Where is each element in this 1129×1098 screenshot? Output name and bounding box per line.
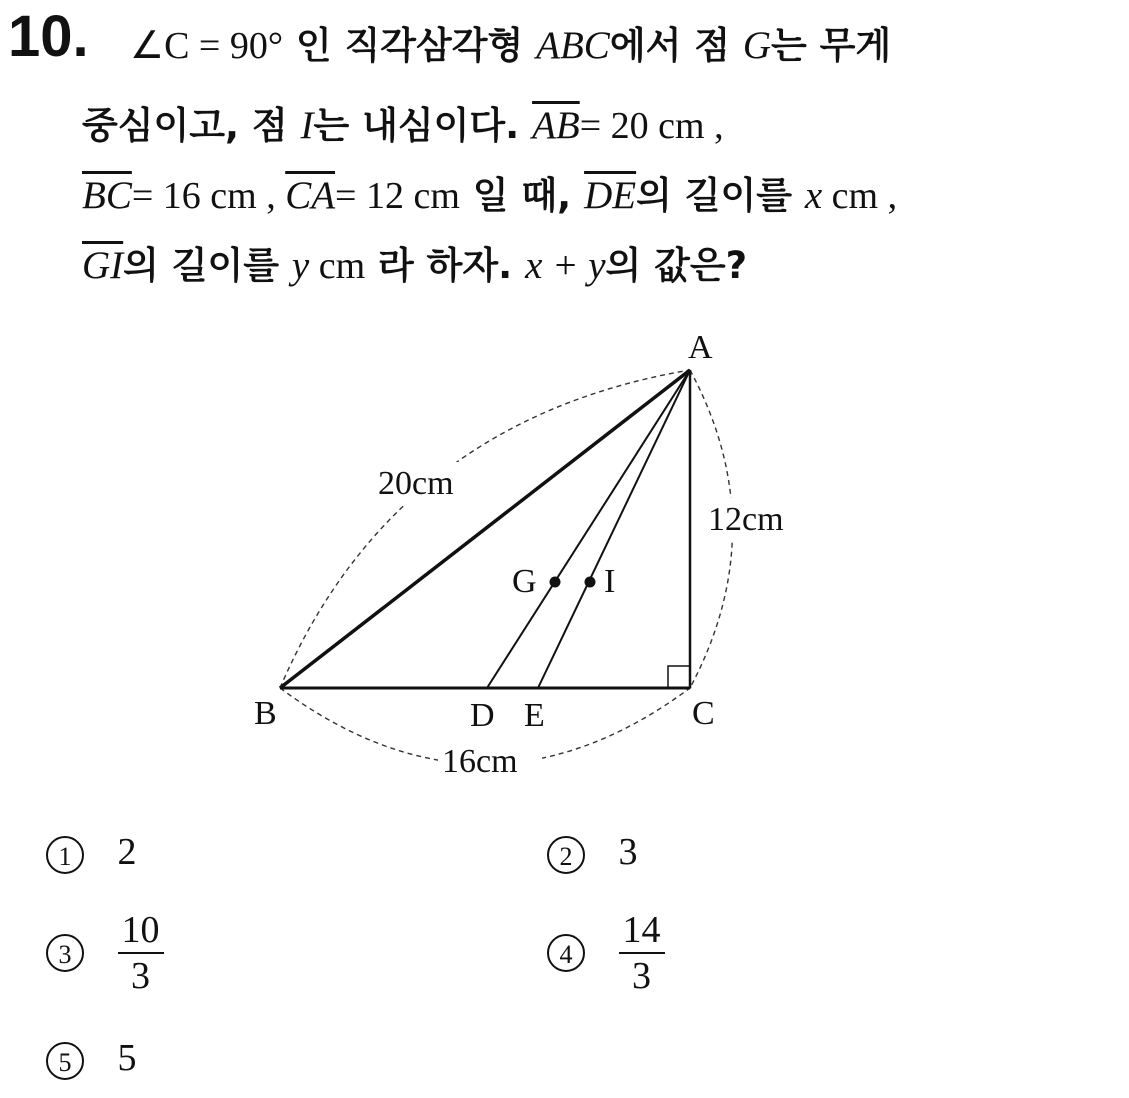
label-b: B [254,695,277,732]
segment-de: $\overline{DE}$ [584,174,637,217]
choice-3[interactable] [46,908,164,998]
median-ad [487,370,690,688]
numerator: 10 [118,908,164,954]
problem-number: 10. [8,4,89,69]
choice-value: 2 [117,831,137,873]
label-a: A [688,329,713,366]
choice-value: 5 [117,1037,137,1079]
label-c: C [692,695,715,732]
segment-ab: $\overline{AB}$ [532,104,580,147]
length-bc: 16cm [442,743,518,780]
fraction [118,908,164,998]
text: 일 때, [459,174,585,217]
label-i: I [604,563,616,600]
text: 인 직각삼각형 [283,24,537,67]
label-e: E [524,697,545,734]
segment-gi: $\overline{GI}$ [82,244,124,287]
numerator: 14 [619,908,665,954]
label-g: G [512,563,537,600]
bisector-ae [538,370,690,688]
length-ab: 20cm [378,465,454,502]
text: 는 무게 [771,24,892,67]
choice-marker: 2 [547,836,585,874]
point-g: G [742,24,771,67]
text: 에서 점 [609,24,743,67]
text: 의 값은? [605,244,748,287]
text: 는 내심이다. [313,104,533,147]
angle-condition: ∠C = 90° [130,25,284,67]
unit: cm , [822,175,898,217]
choice-marker: 5 [46,1042,84,1080]
segment-ca: $\overline{CA}$ [285,174,336,217]
choice-marker: 3 [46,934,84,972]
segment-bc: $\overline{BC}$ [82,174,132,217]
point-i: I [300,104,314,147]
text: 중심이고, 점 [82,104,301,147]
length-ca: 12cm [708,501,784,538]
text: 라 하자. [365,244,526,287]
triangle-name: ABC [536,24,610,67]
expression: x + y [525,244,606,287]
point-i-dot [585,577,596,588]
label-d: D [470,697,495,734]
variable-x: x [804,174,823,217]
choice-value: 3 [618,831,638,873]
side-ab [280,370,690,688]
fraction [619,908,665,998]
text: 의 길이를 [123,244,292,287]
choice-1[interactable] [46,830,137,874]
segment-bc-value: = 16 cm , [131,175,286,217]
choice-marker: 1 [46,836,84,874]
choice-2[interactable] [547,830,638,874]
denominator: 3 [131,955,150,997]
right-angle-mark [668,666,690,688]
segment-ab-value: = 20 cm , [579,105,724,147]
choice-4[interactable] [547,908,665,998]
choice-marker: 4 [547,934,585,972]
variable-y: y [291,244,310,287]
segment-ca-value: = 12 cm [335,175,460,217]
unit: cm [309,245,366,287]
text: 의 길이를 [636,174,805,217]
point-g-dot [550,577,561,588]
denominator: 3 [632,955,651,997]
choice-5[interactable] [46,1036,137,1080]
